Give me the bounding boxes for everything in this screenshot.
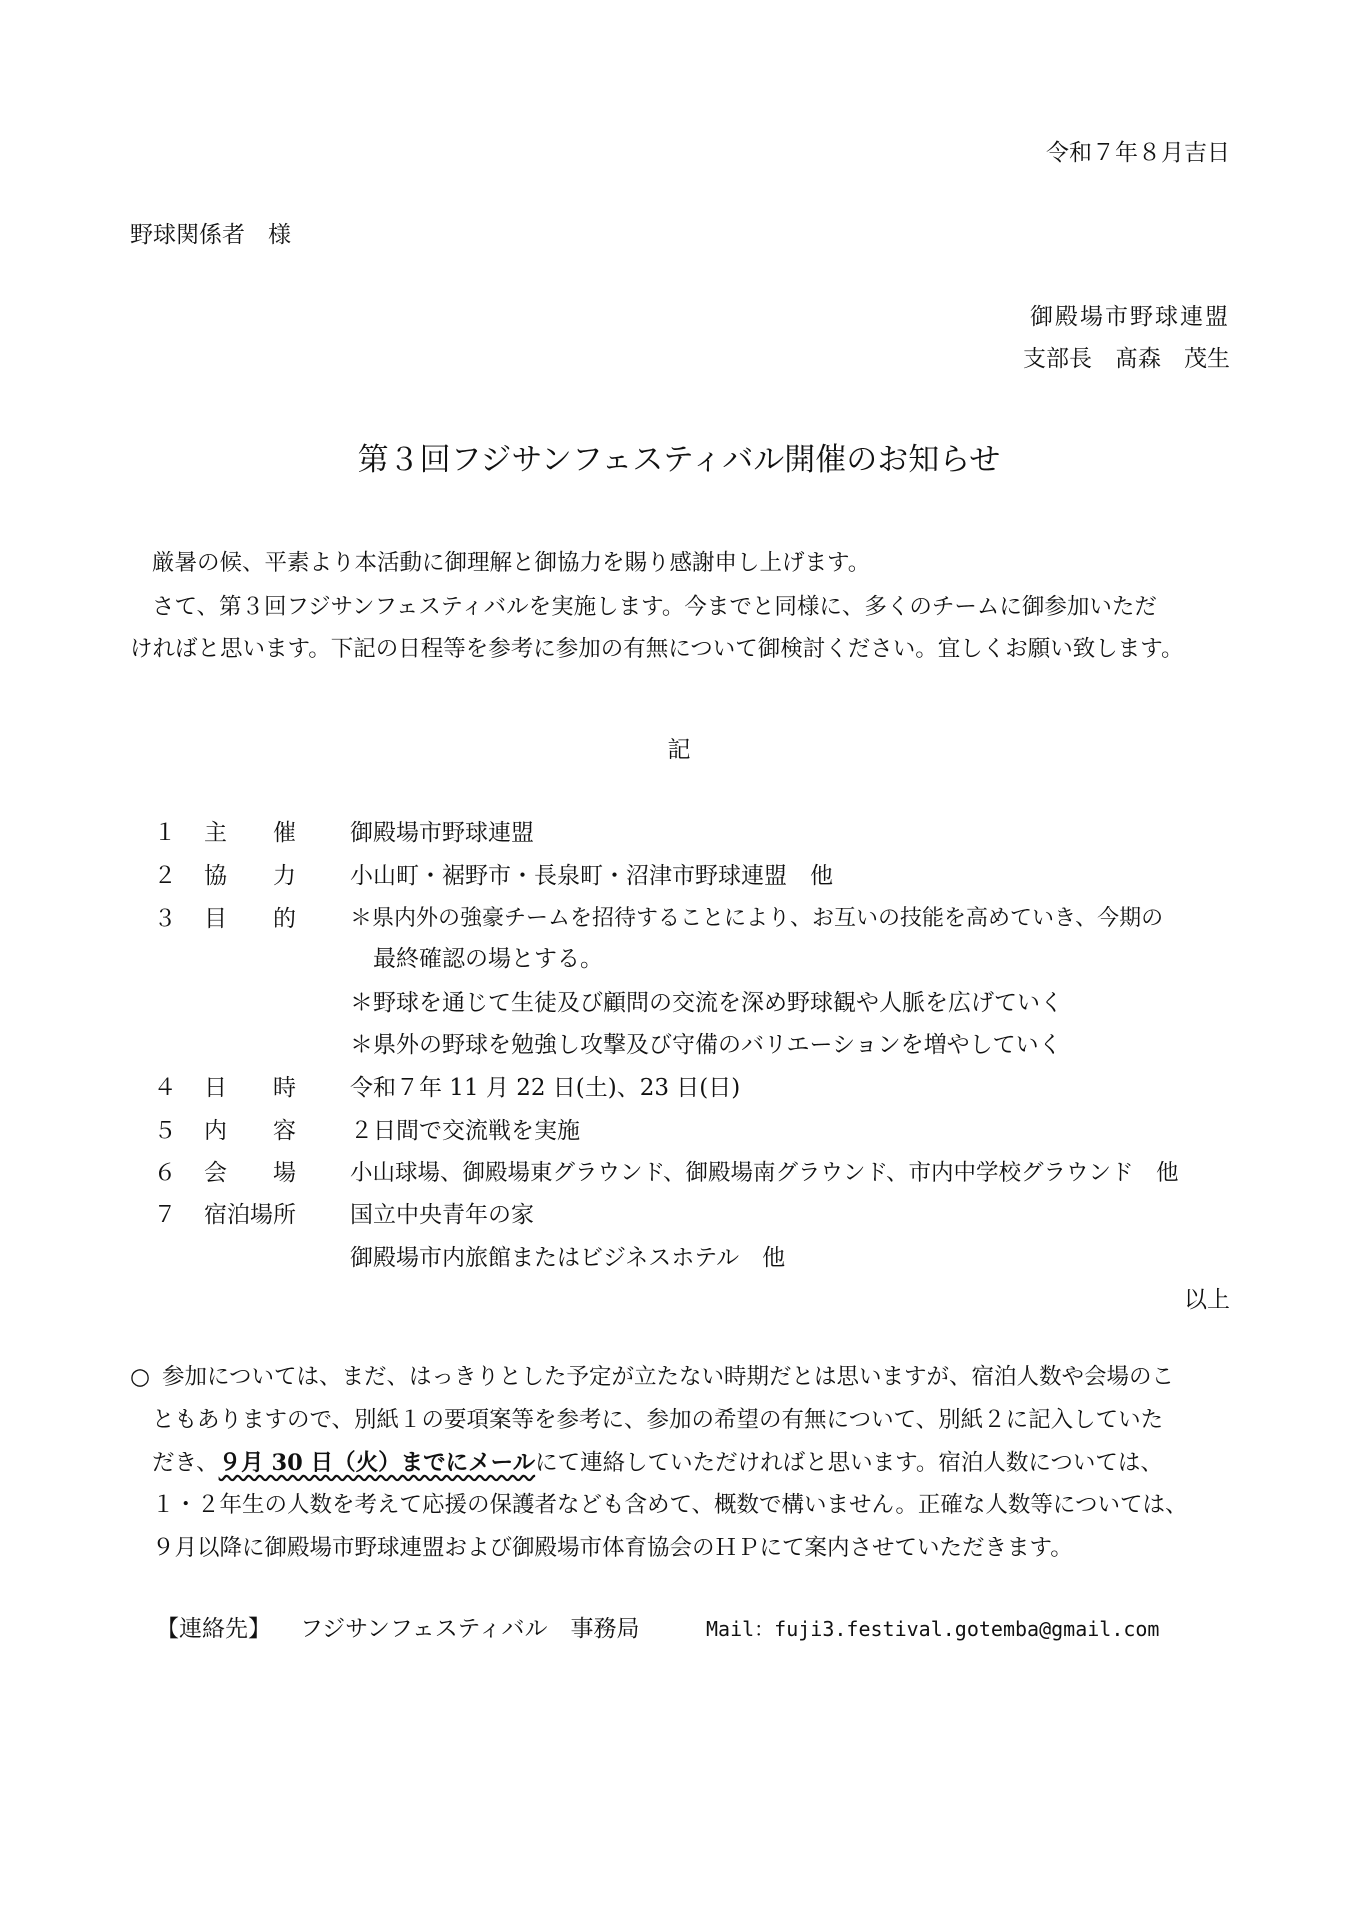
deadline-emphasis: ９月 30 日（火）までにメール xyxy=(218,1450,536,1476)
item-value: 小山球場、御殿場東グラウンド、御殿場南グラウンド、市内中学校グラウンド 他 xyxy=(350,1160,1179,1186)
item-value: 国立中央青年の家 xyxy=(350,1202,534,1228)
item-number: ２ xyxy=(153,863,177,889)
item-value: ＊野球を通じて生徒及び顧問の交流を深め野球観や人脈を広げていく xyxy=(350,990,1063,1016)
item-value: 最終確認の場とする。 xyxy=(350,946,603,972)
notice-line-4: １・２年生の人数を考えて応援の保護者なども含めて、概数で構いません。正確な人数等については、 xyxy=(152,1492,1188,1518)
intro-line-2: さて、第３回フジサンフェスティバルを実施します。今までと同様に、多くのチームに御参加いただ xyxy=(152,594,1157,620)
item-label: 協 力 xyxy=(204,863,296,889)
notice-line-3 xyxy=(152,1448,1163,1478)
item-number: ３ xyxy=(153,906,177,932)
notice-line-3-pre: だき、 xyxy=(152,1450,219,1476)
contact-label: 【連絡先】 xyxy=(156,1616,271,1642)
notice-line-3-post: にて連絡していただければと思います。宿泊人数については、 xyxy=(535,1450,1163,1476)
contact-office: フジサンフェスティバル 事務局 xyxy=(300,1616,640,1642)
item-number: ６ xyxy=(153,1160,177,1186)
item-number: ５ xyxy=(153,1118,177,1144)
notice-line-1: 参加については、まだ、はっきりとした予定が立たない時期だとは思いますが、宿泊人数や会場のこ xyxy=(162,1364,1175,1390)
item-value: 小山町・裾野市・長泉町・沼津市野球連盟 他 xyxy=(350,863,833,889)
item-value: 御殿場市内旅館またはビジネスホテル 他 xyxy=(350,1245,786,1271)
ki-heading: 記 xyxy=(667,737,691,763)
intro-line-1: 厳暑の候、平素より本活動に御理解と御協力を賜り感謝申し上げます。 xyxy=(152,550,871,576)
contact-mail: Mail：fuji3.festival.gotemba@gmail.com xyxy=(706,1617,1160,1641)
item-number: ７ xyxy=(153,1202,177,1228)
notice-line-5: ９月以降に御殿場市野球連盟および御殿場市体育協会のＨＰにて案内させていただきます。 xyxy=(152,1535,1073,1561)
intro-line-3: ければと思います。下記の日程等を参考に参加の有無について御検討ください。宜しくお願い致します。 xyxy=(130,636,1184,662)
notice-line-2: ともありますので、別紙１の要項案等を参考に、参加の希望の有無について、別紙２に記入していた xyxy=(152,1407,1164,1433)
ijo-closing: 以上 xyxy=(1184,1287,1230,1313)
item-number: １ xyxy=(153,820,177,846)
item-value: ２日間で交流戦を実施 xyxy=(350,1118,580,1144)
item-label: 内 容 xyxy=(204,1118,296,1144)
item-value: ＊県内外の強豪チームを招待することにより、お互いの技能を高めていき、今期の xyxy=(350,906,1164,931)
page-title: 第３回フジサンフェスティバル開催のお知らせ xyxy=(357,442,1001,478)
item-label: 主 催 xyxy=(204,820,296,846)
item-number: ４ xyxy=(153,1075,177,1101)
item-label: 会 場 xyxy=(204,1160,296,1186)
sender-organization: 御殿場市野球連盟 xyxy=(1030,304,1230,330)
item-label: 日 時 xyxy=(204,1075,296,1101)
addressee: 野球関係者 様 xyxy=(130,222,291,248)
notice-bullet: ○ xyxy=(130,1364,151,1390)
item-label: 宿泊場所 xyxy=(204,1202,296,1228)
issue-date: 令和７年８月吉日 xyxy=(1046,140,1230,166)
item-value: 令和７年 11 月 22 日(土)、23 日(日) xyxy=(350,1075,741,1101)
item-value: ＊県外の野球を勉強し攻撃及び守備のバリエーションを増やしていく xyxy=(350,1032,1062,1058)
item-value: 御殿場市野球連盟 xyxy=(350,820,534,846)
sender-name: 支部長 髙森 茂生 xyxy=(1023,346,1230,372)
item-label: 目 的 xyxy=(204,906,296,932)
